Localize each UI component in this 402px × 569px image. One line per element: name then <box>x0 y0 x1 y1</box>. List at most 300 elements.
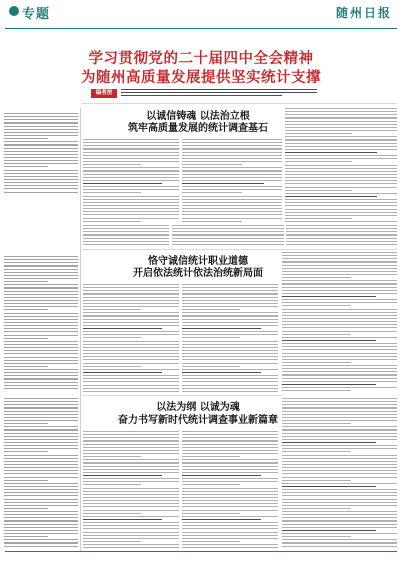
text-line <box>182 516 278 517</box>
text-line <box>4 483 78 484</box>
text-line <box>172 238 284 239</box>
text-line <box>4 533 78 534</box>
text-line <box>282 353 397 354</box>
text-line <box>4 341 78 342</box>
text-line <box>4 480 48 481</box>
text-line <box>286 238 397 239</box>
text-line <box>83 375 179 376</box>
text-line <box>182 494 278 495</box>
text-line <box>4 426 78 427</box>
text-line <box>182 385 278 386</box>
text-line <box>182 334 278 335</box>
text-line <box>83 437 179 438</box>
text-line <box>282 398 397 399</box>
text-line <box>83 139 179 140</box>
text-line <box>182 453 278 454</box>
text-line <box>182 315 278 316</box>
text-line <box>282 464 397 465</box>
text-line <box>182 211 282 212</box>
sidebar-divider <box>80 108 81 552</box>
text-line <box>285 215 397 216</box>
text-line <box>4 514 78 515</box>
text-line <box>4 309 48 310</box>
text-line <box>182 297 278 298</box>
text-line <box>83 469 179 470</box>
text-line <box>182 221 242 222</box>
text-line <box>285 221 397 222</box>
article2-col1 <box>83 284 179 392</box>
text-line <box>282 346 397 347</box>
text-line <box>182 356 278 357</box>
text-line <box>4 331 78 332</box>
text-line <box>285 136 397 137</box>
article1-bottom-rule <box>82 249 397 250</box>
text-line <box>282 365 397 366</box>
text-line <box>182 538 278 539</box>
text-line <box>182 447 278 448</box>
text-line <box>83 331 179 332</box>
text-line <box>182 344 278 345</box>
text-line <box>182 469 278 470</box>
text-line <box>282 448 397 449</box>
article2-title-line1: 恪守诚信统计职业道德 <box>148 256 248 267</box>
text-line <box>282 495 397 496</box>
text-line <box>4 151 78 152</box>
text-line <box>172 244 284 245</box>
text-line <box>4 154 78 155</box>
text-line <box>83 183 162 184</box>
text-line <box>4 527 78 528</box>
text-line <box>4 350 78 351</box>
text-line <box>4 353 78 354</box>
text-line <box>4 420 78 421</box>
main-headline-line2: 为随州高质量发展提供坚实统计支撑 <box>81 70 321 86</box>
text-line <box>4 179 78 180</box>
text-line <box>182 164 242 165</box>
text-line <box>83 456 141 457</box>
text-line <box>182 372 261 373</box>
text-line <box>282 423 351 424</box>
text-line <box>282 265 397 266</box>
text-line <box>285 161 352 162</box>
text-line <box>282 436 397 437</box>
text-line <box>4 520 78 521</box>
text-line <box>282 315 397 316</box>
text-line <box>282 483 397 484</box>
text-line <box>83 328 162 329</box>
text-line <box>182 391 278 392</box>
text-line <box>182 142 282 143</box>
text-line <box>83 155 179 156</box>
text-line <box>4 129 78 130</box>
text-line <box>182 167 282 168</box>
text-line <box>4 375 78 376</box>
text-line <box>83 152 179 153</box>
text-line <box>83 513 141 514</box>
text-line <box>286 241 397 242</box>
text-line <box>182 363 278 364</box>
text-line <box>282 407 397 408</box>
text-line <box>285 165 397 166</box>
text-line <box>83 475 162 476</box>
text-line <box>172 228 284 229</box>
text-line <box>282 334 351 335</box>
article1-title-line1: 以诚信铸魂 以法治立根 <box>146 111 250 122</box>
text-line <box>83 491 179 492</box>
text-line <box>4 546 78 547</box>
text-line <box>4 429 78 430</box>
text-line <box>282 524 397 525</box>
text-line <box>4 442 78 443</box>
text-line <box>182 170 282 171</box>
text-line <box>4 524 78 525</box>
text-line <box>4 445 78 446</box>
text-line <box>83 334 179 335</box>
text-line <box>4 300 78 301</box>
text-line <box>4 325 78 326</box>
text-line <box>282 458 397 459</box>
text-line <box>83 372 162 373</box>
article3-col3 <box>282 398 397 549</box>
text-line <box>4 505 78 506</box>
text-line <box>282 280 397 281</box>
text-line <box>172 225 284 226</box>
text-line <box>282 433 397 434</box>
text-line <box>83 177 179 178</box>
article1-col3 <box>285 108 397 224</box>
footer-rule <box>5 551 397 552</box>
text-line <box>83 532 179 533</box>
text-line <box>285 168 397 169</box>
text-line <box>182 202 282 203</box>
text-line <box>285 212 397 213</box>
text-line <box>4 492 78 493</box>
text-line <box>4 467 78 468</box>
article3-title-line1: 以法为纲 以诚为魂 <box>156 402 240 413</box>
text-line <box>4 347 78 348</box>
text-line <box>4 455 78 456</box>
text-line <box>182 341 278 342</box>
text-line <box>4 517 78 518</box>
text-line <box>182 189 282 190</box>
text-line <box>4 284 78 285</box>
text-line <box>4 388 78 389</box>
text-line <box>83 170 179 171</box>
text-line <box>4 185 78 186</box>
text-line <box>83 466 179 467</box>
text-line <box>83 381 179 382</box>
text-line <box>282 349 397 350</box>
text-line <box>4 148 78 149</box>
text-line <box>282 362 351 363</box>
text-line <box>4 291 78 292</box>
text-line <box>282 426 397 427</box>
text-line <box>83 287 179 288</box>
text-line <box>4 357 78 358</box>
text-line <box>286 231 397 232</box>
main-headline-line1: 学习贯彻党的二十届四中全会精神 <box>88 51 314 67</box>
text-line <box>83 196 179 197</box>
text-line <box>282 502 397 503</box>
text-line <box>4 335 78 336</box>
text-line <box>83 228 169 229</box>
text-line <box>4 499 78 500</box>
newspaper-masthead: 随州日报 <box>335 6 392 20</box>
text-line <box>83 225 169 226</box>
text-line <box>4 495 78 496</box>
text-line <box>4 539 78 540</box>
header-rule <box>5 28 397 29</box>
text-line <box>285 155 397 156</box>
text-line <box>282 283 397 284</box>
text-line <box>4 287 78 288</box>
article2-col3 <box>282 252 397 392</box>
text-line <box>83 538 179 539</box>
text-line <box>4 113 78 114</box>
text-line <box>285 180 397 181</box>
text-line <box>282 387 397 388</box>
text-line <box>182 287 278 288</box>
text-line <box>83 309 141 310</box>
text-line <box>182 205 282 206</box>
text-line <box>182 158 282 159</box>
text-line <box>182 180 282 181</box>
text-line <box>4 141 78 142</box>
text-line <box>83 472 179 473</box>
text-line <box>83 164 141 165</box>
text-line <box>182 366 240 367</box>
text-line <box>83 359 179 360</box>
text-line <box>182 541 240 542</box>
text-line <box>282 331 397 332</box>
text-line <box>282 258 397 259</box>
text-line <box>182 322 278 323</box>
text-line <box>83 481 179 482</box>
text-line <box>4 369 78 370</box>
text-line <box>4 319 78 320</box>
text-line <box>83 378 179 379</box>
text-line <box>285 117 397 118</box>
text-line <box>83 231 169 232</box>
text-line <box>282 514 397 515</box>
text-line <box>285 143 397 144</box>
text-line <box>182 359 278 360</box>
editor-note-text <box>121 89 317 98</box>
text-line <box>282 451 351 452</box>
text-line <box>282 477 397 478</box>
text-line <box>282 390 351 391</box>
text-line <box>4 328 78 329</box>
text-line <box>4 542 78 543</box>
text-line <box>182 444 278 445</box>
text-line <box>282 255 397 256</box>
text-line <box>4 163 78 164</box>
text-line <box>182 312 278 313</box>
text-line <box>83 297 179 298</box>
text-line <box>172 241 284 242</box>
text-line <box>83 484 141 485</box>
text-line <box>4 473 78 474</box>
text-line <box>282 261 397 262</box>
text-line <box>83 519 162 520</box>
text-line <box>182 353 278 354</box>
text-line <box>182 450 278 451</box>
text-line <box>182 513 240 514</box>
text-line <box>182 500 278 501</box>
text-line <box>83 186 179 187</box>
text-line <box>4 138 48 139</box>
text-line <box>182 381 278 382</box>
text-line <box>282 274 397 275</box>
text-line <box>4 265 78 266</box>
text-line <box>182 350 278 351</box>
text-line <box>4 269 78 270</box>
text-line <box>282 378 397 379</box>
text-line <box>4 433 78 434</box>
text-line <box>282 445 397 446</box>
text-line <box>182 328 261 329</box>
text-line <box>4 338 48 339</box>
text-line <box>83 494 179 495</box>
text-line <box>182 293 278 294</box>
text-line <box>83 459 179 460</box>
text-line <box>83 535 179 536</box>
text-line <box>182 284 278 285</box>
text-line <box>282 473 397 474</box>
text-line <box>83 180 179 181</box>
article1-col1 <box>83 139 179 224</box>
text-line <box>83 148 179 149</box>
text-line <box>182 174 282 175</box>
text-line <box>182 218 282 219</box>
article2-bottom-rule <box>82 395 282 396</box>
text-line <box>83 192 141 193</box>
text-line <box>4 170 78 171</box>
text-line <box>4 372 78 373</box>
text-line <box>4 322 78 323</box>
text-line <box>83 497 179 498</box>
sidebar-commentary-3 <box>4 398 78 548</box>
text-line <box>182 503 278 504</box>
text-line <box>4 182 78 183</box>
text-line <box>282 420 397 421</box>
text-line <box>282 340 376 341</box>
text-line <box>4 401 78 402</box>
text-line <box>285 190 352 191</box>
text-line <box>182 319 278 320</box>
text-line <box>83 528 179 529</box>
article3-col1 <box>83 431 179 549</box>
text-line <box>282 324 397 325</box>
text-line <box>282 401 397 402</box>
article3-col2 <box>182 431 278 549</box>
text-line <box>83 391 179 392</box>
text-line <box>282 486 376 487</box>
text-line <box>83 244 169 245</box>
text-line <box>182 510 278 511</box>
text-line <box>182 161 282 162</box>
text-line <box>282 384 376 385</box>
text-line <box>83 312 179 313</box>
text-line <box>282 271 397 272</box>
text-line <box>83 341 179 342</box>
text-line <box>282 343 397 344</box>
text-line <box>83 516 179 517</box>
text-line <box>83 189 179 190</box>
text-line <box>83 388 179 389</box>
text-line <box>182 525 278 526</box>
article1-title-line2: 筑牢高质量发展的统计调查基石 <box>128 123 268 134</box>
text-line <box>282 492 397 493</box>
text-line <box>285 121 397 122</box>
text-line <box>285 133 352 134</box>
text-line <box>182 183 264 184</box>
text-line <box>4 404 78 405</box>
text-line <box>4 157 78 158</box>
text-line <box>4 511 78 512</box>
text-line <box>83 453 179 454</box>
text-line <box>285 202 397 203</box>
section-badge-icon <box>9 6 19 16</box>
text-line <box>4 363 78 364</box>
text-line <box>282 414 397 415</box>
text-line <box>282 455 397 456</box>
text-line <box>182 196 282 197</box>
text-line <box>83 431 179 432</box>
text-line <box>182 532 278 533</box>
text-line <box>4 461 78 462</box>
text-line <box>286 225 397 226</box>
text-line <box>83 356 179 357</box>
text-line <box>4 448 78 449</box>
text-line <box>285 152 377 153</box>
text-line <box>182 459 278 460</box>
sidebar-commentary-1 <box>4 113 78 193</box>
text-line <box>182 431 278 432</box>
text-line <box>4 256 78 257</box>
text-line <box>285 149 397 150</box>
text-line <box>182 434 278 435</box>
text-line <box>182 177 282 178</box>
text-line <box>4 316 78 317</box>
text-line <box>285 127 397 128</box>
text-line <box>282 312 397 313</box>
text-line <box>83 290 179 291</box>
text-line <box>285 111 397 112</box>
text-line <box>182 152 282 153</box>
text-line <box>4 414 78 415</box>
sidebar-commentary-2 <box>4 256 78 391</box>
text-line <box>182 208 282 209</box>
text-line <box>83 462 179 463</box>
article3-title-line2: 奋力书写新时代统计调查事业新篇章 <box>118 415 278 426</box>
text-line <box>83 337 141 338</box>
text-line <box>83 145 179 146</box>
article2-col2 <box>182 284 278 392</box>
text-line <box>83 303 179 304</box>
text-line <box>282 536 351 537</box>
text-line <box>282 337 397 338</box>
text-line <box>4 360 78 361</box>
text-line <box>182 306 278 307</box>
text-line <box>285 218 352 219</box>
text-line <box>83 315 179 316</box>
text-line <box>4 530 78 531</box>
text-line <box>4 436 78 437</box>
text-line <box>83 241 169 242</box>
text-line <box>282 429 397 430</box>
text-line <box>282 268 397 269</box>
